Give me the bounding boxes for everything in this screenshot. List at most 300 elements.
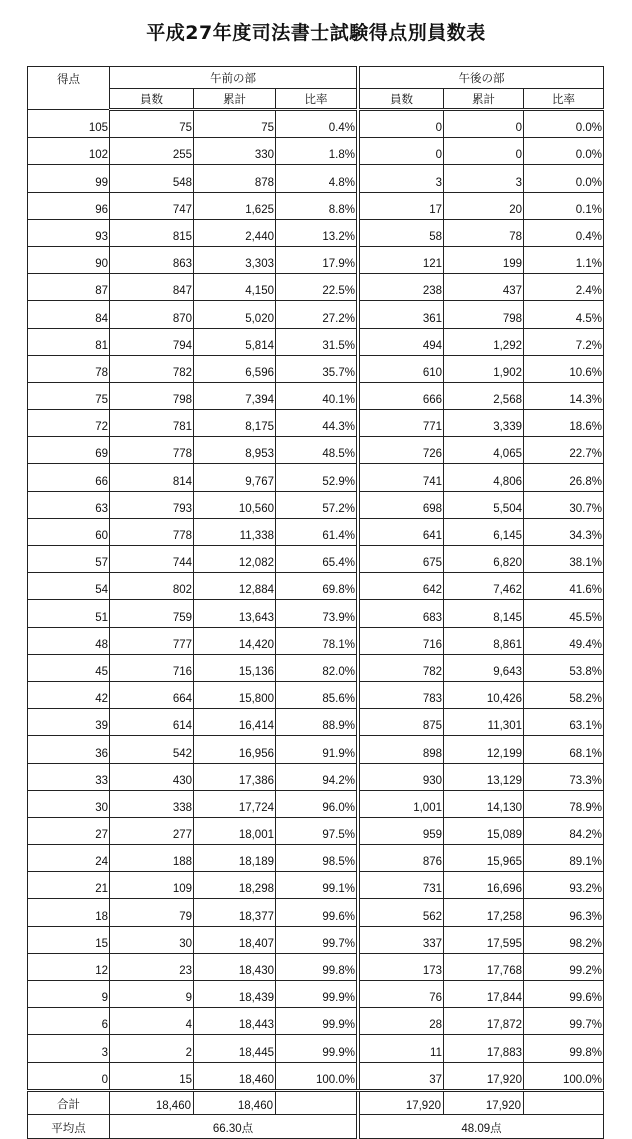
morning-cumulative-cell: 18,460 xyxy=(194,1062,276,1090)
afternoon-ratio-cell: 73.3% xyxy=(524,763,604,790)
morning-cumulative-cell: 18,189 xyxy=(194,845,276,872)
morning-ratio-cell: 99.9% xyxy=(276,1008,357,1035)
morning-ratio-cell: 69.8% xyxy=(276,573,357,600)
afternoon-cumulative-cell: 17,872 xyxy=(444,1008,524,1035)
morning-count-cell: 277 xyxy=(110,817,194,844)
morning-cumulative-cell: 3,303 xyxy=(194,246,276,273)
score-cell: 15 xyxy=(28,926,110,953)
score-cell: 18 xyxy=(28,899,110,926)
score-cell: 24 xyxy=(28,845,110,872)
morning-ratio-cell: 99.6% xyxy=(276,899,357,926)
morning-ratio-cell: 73.9% xyxy=(276,600,357,627)
morning-count-cell: 30 xyxy=(110,926,194,953)
afternoon-ratio-cell: 63.1% xyxy=(524,709,604,736)
table-row xyxy=(28,355,604,382)
afternoon-cumulative-cell: 2,568 xyxy=(444,382,524,409)
afternoon-count-cell: 642 xyxy=(360,573,444,600)
score-cell: 12 xyxy=(28,953,110,980)
table-row xyxy=(28,138,604,165)
table-row xyxy=(28,573,604,600)
score-cell: 3 xyxy=(28,1035,110,1062)
morning-ratio-cell: 31.5% xyxy=(276,328,357,355)
afternoon-ratio-cell: 100.0% xyxy=(524,1062,604,1090)
morning-ratio-cell: 98.5% xyxy=(276,845,357,872)
afternoon-cumulative-cell: 437 xyxy=(444,274,524,301)
table-row xyxy=(28,437,604,464)
morning-count-cell: 802 xyxy=(110,573,194,600)
morning-count-cell: 870 xyxy=(110,301,194,328)
afternoon-ratio-cell: 53.8% xyxy=(524,654,604,681)
score-cell: 9 xyxy=(28,981,110,1008)
morning-count-cell: 781 xyxy=(110,410,194,437)
morning-ratio-cell: 44.3% xyxy=(276,410,357,437)
morning-ratio-header: 比率 xyxy=(276,89,357,110)
header-row-sub xyxy=(28,89,604,110)
score-cell: 36 xyxy=(28,736,110,763)
morning-ratio-cell: 48.5% xyxy=(276,437,357,464)
morning-cumulative-cell: 18,298 xyxy=(194,872,276,899)
afternoon-ratio-cell: 18.6% xyxy=(524,410,604,437)
morning-cumulative-cell: 4,150 xyxy=(194,274,276,301)
score-cell: 84 xyxy=(28,301,110,328)
score-cell: 0 xyxy=(28,1062,110,1090)
morning-count-cell: 744 xyxy=(110,546,194,573)
afternoon-count-cell: 173 xyxy=(360,953,444,980)
morning-cumulative-cell: 13,643 xyxy=(194,600,276,627)
score-cell: 75 xyxy=(28,382,110,409)
morning-count-cell: 664 xyxy=(110,681,194,708)
score-cell: 102 xyxy=(28,138,110,165)
table-row xyxy=(28,953,604,980)
afternoon-ratio-cell: 34.3% xyxy=(524,518,604,545)
morning-count-cell: 548 xyxy=(110,165,194,192)
morning-header: 午前の部 xyxy=(110,67,357,89)
afternoon-ratio-cell: 84.2% xyxy=(524,817,604,844)
score-cell: 90 xyxy=(28,246,110,273)
afternoon-ratio-cell: 78.9% xyxy=(524,790,604,817)
morning-cumulative-cell: 1,625 xyxy=(194,192,276,219)
morning-ratio-cell: 94.2% xyxy=(276,763,357,790)
table-row xyxy=(28,1008,604,1035)
afternoon-cumulative-cell: 15,089 xyxy=(444,817,524,844)
afternoon-ratio-cell: 99.6% xyxy=(524,981,604,1008)
afternoon-ratio-cell: 0.0% xyxy=(524,138,604,165)
score-cell: 33 xyxy=(28,763,110,790)
afternoon-count-cell: 959 xyxy=(360,817,444,844)
afternoon-ratio-cell: 30.7% xyxy=(524,491,604,518)
morning-count-cell: 793 xyxy=(110,491,194,518)
afternoon-ratio-cell: 4.5% xyxy=(524,301,604,328)
score-cell: 42 xyxy=(28,681,110,708)
afternoon-count-cell: 875 xyxy=(360,709,444,736)
afternoon-count-cell: 562 xyxy=(360,899,444,926)
score-cell: 69 xyxy=(28,437,110,464)
morning-ratio-cell: 99.7% xyxy=(276,926,357,953)
morning-count-cell: 109 xyxy=(110,872,194,899)
morning-ratio-cell: 57.2% xyxy=(276,491,357,518)
table-row xyxy=(28,301,604,328)
morning-ratio-cell: 61.4% xyxy=(276,518,357,545)
afternoon-count-cell: 876 xyxy=(360,845,444,872)
afternoon-ratio-cell: 98.2% xyxy=(524,926,604,953)
morning-count-cell: 798 xyxy=(110,382,194,409)
afternoon-cumulative-cell: 7,462 xyxy=(444,573,524,600)
morning-ratio-cell: 96.0% xyxy=(276,790,357,817)
afternoon-count-header: 員数 xyxy=(360,89,444,110)
table-row xyxy=(28,654,604,681)
afternoon-ratio-cell: 99.2% xyxy=(524,953,604,980)
table-row xyxy=(28,627,604,654)
score-cell: 96 xyxy=(28,192,110,219)
score-cell: 105 xyxy=(28,110,110,138)
morning-cumulative-cell: 18,439 xyxy=(194,981,276,1008)
score-cell: 87 xyxy=(28,274,110,301)
average-label: 平均点 xyxy=(28,1114,110,1138)
score-cell: 21 xyxy=(28,872,110,899)
afternoon-count-cell: 610 xyxy=(360,355,444,382)
score-cell: 54 xyxy=(28,573,110,600)
afternoon-count-cell: 121 xyxy=(360,246,444,273)
morning-ratio-cell: 85.6% xyxy=(276,681,357,708)
morning-cumulative-cell: 8,175 xyxy=(194,410,276,437)
afternoon-cumulative-cell: 798 xyxy=(444,301,524,328)
table-row xyxy=(28,817,604,844)
afternoon-cumulative-cell: 6,820 xyxy=(444,546,524,573)
table-row xyxy=(28,872,604,899)
afternoon-count-cell: 28 xyxy=(360,1008,444,1035)
table-row xyxy=(28,491,604,518)
afternoon-ratio-cell: 0.0% xyxy=(524,110,604,138)
score-cell: 81 xyxy=(28,328,110,355)
table-row xyxy=(28,1062,604,1090)
afternoon-count-cell: 1,001 xyxy=(360,790,444,817)
table-row xyxy=(28,790,604,817)
afternoon-count-cell: 238 xyxy=(360,274,444,301)
total-afternoon-ratio xyxy=(524,1090,604,1114)
morning-ratio-cell: 40.1% xyxy=(276,382,357,409)
morning-count-header: 員数 xyxy=(110,89,194,110)
morning-cumulative-cell: 14,420 xyxy=(194,627,276,654)
total-morning-count: 18,460 xyxy=(110,1090,194,1114)
morning-ratio-cell: 99.1% xyxy=(276,872,357,899)
table-row xyxy=(28,681,604,708)
afternoon-count-cell: 771 xyxy=(360,410,444,437)
table-row xyxy=(28,410,604,437)
afternoon-ratio-cell: 38.1% xyxy=(524,546,604,573)
average-morning: 66.30点 xyxy=(110,1114,357,1138)
afternoon-ratio-cell: 99.7% xyxy=(524,1008,604,1035)
afternoon-ratio-cell: 26.8% xyxy=(524,464,604,491)
morning-cumulative-cell: 18,445 xyxy=(194,1035,276,1062)
afternoon-count-cell: 11 xyxy=(360,1035,444,1062)
afternoon-cumulative-cell: 0 xyxy=(444,138,524,165)
total-label: 合計 xyxy=(28,1090,110,1114)
morning-count-cell: 2 xyxy=(110,1035,194,1062)
score-cell: 45 xyxy=(28,654,110,681)
afternoon-cumulative-cell: 14,130 xyxy=(444,790,524,817)
table-row xyxy=(28,763,604,790)
table-row xyxy=(28,1035,604,1062)
morning-cumulative-cell: 16,956 xyxy=(194,736,276,763)
morning-ratio-cell: 91.9% xyxy=(276,736,357,763)
morning-cumulative-cell: 330 xyxy=(194,138,276,165)
morning-count-cell: 778 xyxy=(110,518,194,545)
afternoon-count-cell: 683 xyxy=(360,600,444,627)
table-row xyxy=(28,845,604,872)
table-row xyxy=(28,382,604,409)
afternoon-cumulative-cell: 17,595 xyxy=(444,926,524,953)
morning-cumulative-cell: 12,082 xyxy=(194,546,276,573)
afternoon-cumulative-cell: 1,902 xyxy=(444,355,524,382)
morning-count-cell: 9 xyxy=(110,981,194,1008)
afternoon-ratio-cell: 49.4% xyxy=(524,627,604,654)
afternoon-cumulative-cell: 15,965 xyxy=(444,845,524,872)
morning-count-cell: 255 xyxy=(110,138,194,165)
afternoon-cumulative-cell: 0 xyxy=(444,110,524,138)
afternoon-header: 午後の部 xyxy=(360,67,604,89)
morning-cumulative-cell: 10,560 xyxy=(194,491,276,518)
morning-cumulative-cell: 18,407 xyxy=(194,926,276,953)
morning-ratio-cell: 82.0% xyxy=(276,654,357,681)
morning-cumulative-cell: 18,443 xyxy=(194,1008,276,1035)
table-row xyxy=(28,981,604,1008)
morning-count-cell: 4 xyxy=(110,1008,194,1035)
morning-ratio-cell: 35.7% xyxy=(276,355,357,382)
morning-cumulative-cell: 12,884 xyxy=(194,573,276,600)
afternoon-count-cell: 675 xyxy=(360,546,444,573)
afternoon-cumulative-cell: 1,292 xyxy=(444,328,524,355)
total-morning-ratio xyxy=(276,1090,357,1114)
score-cell: 60 xyxy=(28,518,110,545)
morning-count-cell: 778 xyxy=(110,437,194,464)
morning-cumulative-cell: 5,020 xyxy=(194,301,276,328)
afternoon-count-cell: 58 xyxy=(360,219,444,246)
morning-ratio-cell: 78.1% xyxy=(276,627,357,654)
afternoon-count-cell: 783 xyxy=(360,681,444,708)
table-row xyxy=(28,736,604,763)
afternoon-count-cell: 726 xyxy=(360,437,444,464)
afternoon-ratio-header: 比率 xyxy=(524,89,604,110)
morning-cumulative-cell: 17,386 xyxy=(194,763,276,790)
morning-count-cell: 863 xyxy=(110,246,194,273)
afternoon-cumulative-cell: 8,145 xyxy=(444,600,524,627)
afternoon-cumulative-cell: 17,258 xyxy=(444,899,524,926)
afternoon-ratio-cell: 7.2% xyxy=(524,328,604,355)
afternoon-cumulative-cell: 8,861 xyxy=(444,627,524,654)
table-row xyxy=(28,274,604,301)
afternoon-count-cell: 37 xyxy=(360,1062,444,1090)
afternoon-count-cell: 930 xyxy=(360,763,444,790)
afternoon-count-cell: 0 xyxy=(360,138,444,165)
morning-cumulative-cell: 6,596 xyxy=(194,355,276,382)
morning-count-cell: 75 xyxy=(110,110,194,138)
score-cell: 72 xyxy=(28,410,110,437)
afternoon-cumulative-cell: 17,920 xyxy=(444,1062,524,1090)
table-row xyxy=(28,110,604,138)
afternoon-count-cell: 666 xyxy=(360,382,444,409)
morning-ratio-cell: 99.8% xyxy=(276,953,357,980)
afternoon-count-cell: 76 xyxy=(360,981,444,1008)
morning-ratio-cell: 22.5% xyxy=(276,274,357,301)
morning-cumulative-cell: 11,338 xyxy=(194,518,276,545)
score-cell: 78 xyxy=(28,355,110,382)
morning-ratio-cell: 97.5% xyxy=(276,817,357,844)
afternoon-cumulative-header: 累計 xyxy=(444,89,524,110)
morning-ratio-cell: 27.2% xyxy=(276,301,357,328)
morning-count-cell: 188 xyxy=(110,845,194,872)
afternoon-ratio-cell: 1.1% xyxy=(524,246,604,273)
table-row xyxy=(28,600,604,627)
morning-ratio-cell: 52.9% xyxy=(276,464,357,491)
score-cell: 30 xyxy=(28,790,110,817)
afternoon-ratio-cell: 22.7% xyxy=(524,437,604,464)
morning-count-cell: 79 xyxy=(110,899,194,926)
table-row xyxy=(28,518,604,545)
morning-cumulative-cell: 2,440 xyxy=(194,219,276,246)
morning-ratio-cell: 8.8% xyxy=(276,192,357,219)
table-body xyxy=(28,110,604,1139)
table-row xyxy=(28,165,604,192)
score-distribution-table xyxy=(27,66,604,1139)
table-row xyxy=(28,464,604,491)
afternoon-cumulative-cell: 199 xyxy=(444,246,524,273)
score-cell: 57 xyxy=(28,546,110,573)
afternoon-count-cell: 641 xyxy=(360,518,444,545)
morning-ratio-cell: 1.8% xyxy=(276,138,357,165)
morning-ratio-cell: 88.9% xyxy=(276,709,357,736)
morning-count-cell: 759 xyxy=(110,600,194,627)
table-row xyxy=(28,192,604,219)
morning-cumulative-cell: 18,430 xyxy=(194,953,276,980)
afternoon-count-cell: 731 xyxy=(360,872,444,899)
afternoon-cumulative-cell: 6,145 xyxy=(444,518,524,545)
total-morning-cumulative: 18,460 xyxy=(194,1090,276,1114)
morning-cumulative-cell: 878 xyxy=(194,165,276,192)
average-row xyxy=(28,1114,604,1138)
afternoon-cumulative-cell: 4,065 xyxy=(444,437,524,464)
morning-count-cell: 847 xyxy=(110,274,194,301)
afternoon-count-cell: 0 xyxy=(360,110,444,138)
afternoon-cumulative-cell: 10,426 xyxy=(444,681,524,708)
afternoon-cumulative-cell: 13,129 xyxy=(444,763,524,790)
score-cell: 48 xyxy=(28,627,110,654)
afternoon-count-cell: 337 xyxy=(360,926,444,953)
afternoon-cumulative-cell: 16,696 xyxy=(444,872,524,899)
afternoon-ratio-cell: 96.3% xyxy=(524,899,604,926)
table-row xyxy=(28,709,604,736)
morning-ratio-cell: 13.2% xyxy=(276,219,357,246)
afternoon-ratio-cell: 99.8% xyxy=(524,1035,604,1062)
morning-count-cell: 814 xyxy=(110,464,194,491)
afternoon-count-cell: 716 xyxy=(360,627,444,654)
afternoon-ratio-cell: 2.4% xyxy=(524,274,604,301)
afternoon-count-cell: 361 xyxy=(360,301,444,328)
afternoon-ratio-cell: 45.5% xyxy=(524,600,604,627)
morning-cumulative-cell: 18,377 xyxy=(194,899,276,926)
score-cell: 93 xyxy=(28,219,110,246)
total-afternoon-cumulative: 17,920 xyxy=(444,1090,524,1114)
morning-cumulative-cell: 15,136 xyxy=(194,654,276,681)
afternoon-ratio-cell: 0.4% xyxy=(524,219,604,246)
afternoon-cumulative-cell: 17,883 xyxy=(444,1035,524,1062)
score-cell: 51 xyxy=(28,600,110,627)
morning-cumulative-cell: 17,724 xyxy=(194,790,276,817)
afternoon-count-cell: 494 xyxy=(360,328,444,355)
table-row xyxy=(28,926,604,953)
morning-count-cell: 815 xyxy=(110,219,194,246)
score-cell: 6 xyxy=(28,1008,110,1035)
afternoon-cumulative-cell: 11,301 xyxy=(444,709,524,736)
morning-ratio-cell: 99.9% xyxy=(276,1035,357,1062)
morning-count-cell: 430 xyxy=(110,763,194,790)
morning-ratio-cell: 100.0% xyxy=(276,1062,357,1090)
afternoon-cumulative-cell: 20 xyxy=(444,192,524,219)
afternoon-ratio-cell: 10.6% xyxy=(524,355,604,382)
afternoon-count-cell: 698 xyxy=(360,491,444,518)
afternoon-ratio-cell: 14.3% xyxy=(524,382,604,409)
table-row xyxy=(28,328,604,355)
score-cell: 99 xyxy=(28,165,110,192)
morning-cumulative-cell: 9,767 xyxy=(194,464,276,491)
total-row xyxy=(28,1090,604,1114)
total-afternoon-count: 17,920 xyxy=(360,1090,444,1114)
morning-ratio-cell: 99.9% xyxy=(276,981,357,1008)
score-cell: 39 xyxy=(28,709,110,736)
afternoon-ratio-cell: 93.2% xyxy=(524,872,604,899)
afternoon-cumulative-cell: 17,844 xyxy=(444,981,524,1008)
morning-ratio-cell: 65.4% xyxy=(276,546,357,573)
afternoon-cumulative-cell: 4,806 xyxy=(444,464,524,491)
score-cell: 27 xyxy=(28,817,110,844)
morning-count-cell: 747 xyxy=(110,192,194,219)
afternoon-ratio-cell: 41.6% xyxy=(524,573,604,600)
morning-ratio-cell: 17.9% xyxy=(276,246,357,273)
morning-ratio-cell: 4.8% xyxy=(276,165,357,192)
afternoon-count-cell: 741 xyxy=(360,464,444,491)
score-cell: 63 xyxy=(28,491,110,518)
afternoon-ratio-cell: 68.1% xyxy=(524,736,604,763)
afternoon-cumulative-cell: 12,199 xyxy=(444,736,524,763)
morning-cumulative-cell: 7,394 xyxy=(194,382,276,409)
morning-count-cell: 338 xyxy=(110,790,194,817)
afternoon-ratio-cell: 58.2% xyxy=(524,681,604,708)
afternoon-cumulative-cell: 3 xyxy=(444,165,524,192)
average-afternoon: 48.09点 xyxy=(360,1114,604,1138)
afternoon-ratio-cell: 0.0% xyxy=(524,165,604,192)
morning-cumulative-cell: 18,001 xyxy=(194,817,276,844)
table-row xyxy=(28,899,604,926)
afternoon-cumulative-cell: 9,643 xyxy=(444,654,524,681)
afternoon-count-cell: 898 xyxy=(360,736,444,763)
afternoon-ratio-cell: 89.1% xyxy=(524,845,604,872)
afternoon-cumulative-cell: 3,339 xyxy=(444,410,524,437)
morning-ratio-cell: 0.4% xyxy=(276,110,357,138)
morning-count-cell: 23 xyxy=(110,953,194,980)
morning-count-cell: 794 xyxy=(110,328,194,355)
morning-cumulative-header: 累計 xyxy=(194,89,276,110)
table-row xyxy=(28,546,604,573)
page-title: 平成27年度司法書士試験得点別員数表 xyxy=(146,22,486,44)
header-row-top xyxy=(28,67,604,89)
afternoon-count-cell: 3 xyxy=(360,165,444,192)
score-header: 得点 xyxy=(28,67,110,110)
morning-cumulative-cell: 15,800 xyxy=(194,681,276,708)
afternoon-cumulative-cell: 17,768 xyxy=(444,953,524,980)
morning-count-cell: 782 xyxy=(110,355,194,382)
score-cell: 66 xyxy=(28,464,110,491)
morning-count-cell: 614 xyxy=(110,709,194,736)
morning-count-cell: 716 xyxy=(110,654,194,681)
